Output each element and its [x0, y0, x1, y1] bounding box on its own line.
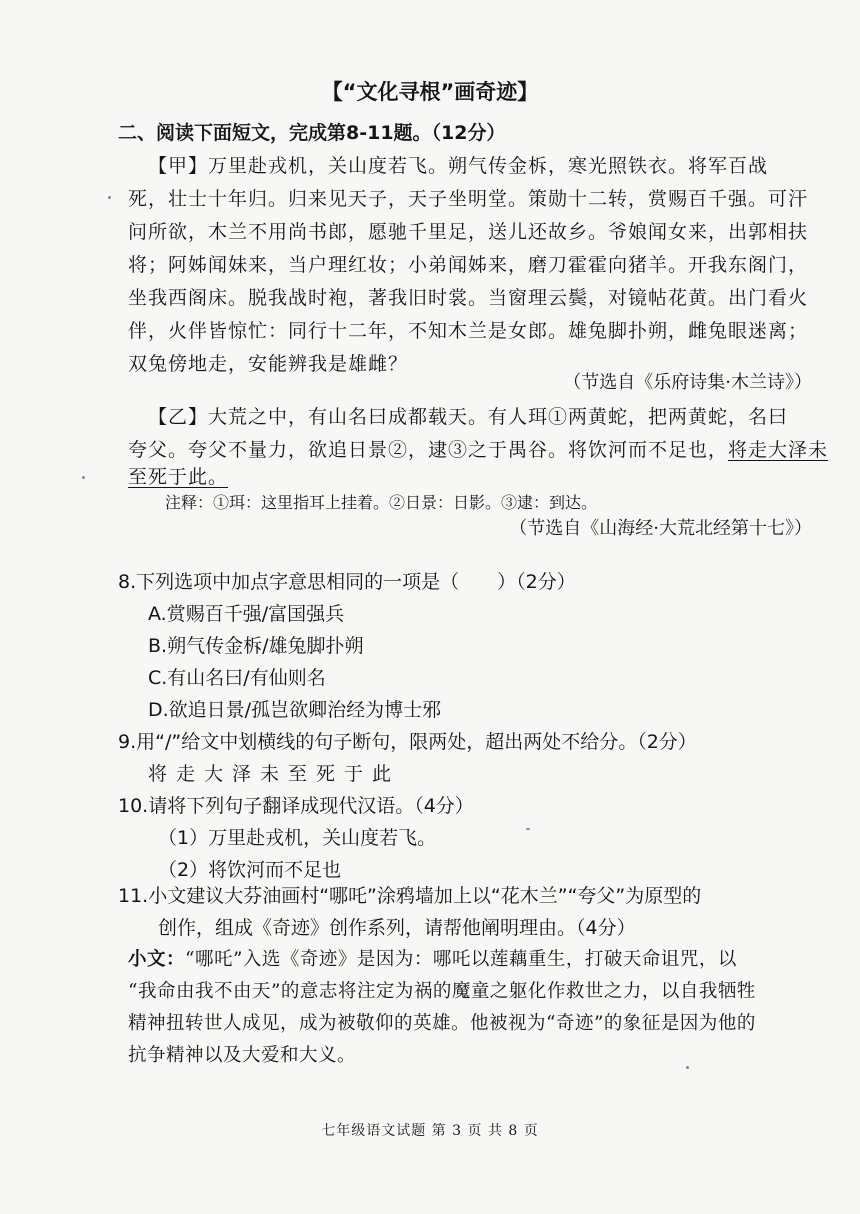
passage-jia-line-7: 双兔傍地走，安能辨我是雄雌？ — [128, 353, 409, 375]
question-11-stem-line-1: 11.小文建议大芬油画村“哪吒”涂鸦墙加上以“花木兰”“夸父”为原型的 — [118, 885, 702, 907]
passage-jia-line-6: 伴，火伴皆惊忙：同行十二年，不知木兰是女郎。雄兔脚扑朔，雌兔眼迷离； — [128, 320, 809, 342]
scan-speck — [686, 1066, 689, 1069]
section-heading: 二、阅读下面短文，完成第8-11题。（12分） — [118, 122, 506, 144]
question-10-stem: 10.请将下列句子翻译成现代汉语。（4分） — [118, 795, 474, 817]
passage-yi-line-2 — [128, 435, 828, 462]
answer-line-1-text: “哪吒”入选《奇迹》是因为：哪吒以莲藕重生，打破天命诅咒，以 — [185, 949, 737, 970]
underlined-sentence-part-2: 至死于此。 — [128, 466, 229, 488]
passage-jia-line-3: 问所欲，木兰不用尚书郎，愿驰千里足，送儿还故乡。爷娘闻女来，出郭相扶 — [128, 221, 809, 243]
question-9-stem: 9.用“/”给文中划横线的句子断句，限两处，超出两处不给分。（2分） — [118, 731, 697, 753]
answer-label: 小文： — [128, 949, 186, 970]
scan-speck — [108, 196, 111, 199]
passage-yi-notes: 注释：①珥：这里指耳上挂着。②日景：日影。③逮：到达。 — [165, 493, 598, 512]
question-8-option-b: B.朔气传金柝/雄兔脚扑朔 — [148, 635, 364, 657]
answer-line-4: 抗争精神以及大爱和大义。 — [128, 1045, 357, 1066]
passage-jia-source: （节选自《乐府诗集·木兰诗》） — [563, 372, 812, 393]
question-11-stem-line-2: 创作，组成《奇迹》创作系列，请帮他阐明理由。（4分） — [158, 917, 636, 939]
scan-speck — [526, 828, 530, 830]
passage-jia-line-2: 死，壮士十年归。归来见天子，天子坐明堂。策勋十二转，赏赐百千强。可汗 — [128, 188, 809, 210]
passage-jia-line-5: 坐我西阁床。脱我战时袍，著我旧时裳。当窗理云鬓，对镜帖花黄。出门看火 — [128, 287, 809, 309]
question-10-item-2: （2）将饮河而不足也 — [158, 859, 342, 881]
passage-jia-line-1: 【甲】万里赴戎机，关山度若飞。朔气传金柝，寒光照铁衣。将军百战 — [148, 155, 769, 177]
passage-yi-line-2-text: 夸父。夸父不量力，欲追日景②，逮③之于禺谷。将饮河而不足也， — [128, 439, 729, 461]
page-footer: 七年级语文试题 第 3 页 共 8 页 — [321, 1123, 539, 1139]
question-8-option-d: D.欲追日景/孤岂欲卿治经为博士邪 — [148, 699, 442, 721]
question-9-sentence: 将走大泽未至死于此 — [148, 763, 401, 785]
answer-line-3: 精神扭转世人成见，成为被敬仰的英雄。他被视为“奇迹”的象征是因为他的 — [128, 1013, 756, 1034]
question-8-option-c: C.有山名曰/有仙则名 — [148, 667, 326, 689]
underlined-sentence-part-1: 将走大泽未 — [728, 439, 829, 461]
page-title: 【“文化寻根”画奇迹】 — [321, 80, 539, 104]
passage-yi-line-1: 【乙】大荒之中，有山名曰成都载天。有人珥①两黄蛇，把两黄蛇，名曰 — [148, 406, 789, 428]
passage-jia-line-4: 将；阿姊闻妹来，当户理红妆；小弟闻姊来，磨刀霍霍向猪羊。开我东阁门， — [128, 254, 809, 276]
scan-speck — [82, 476, 85, 479]
answer-line-1 — [128, 945, 737, 971]
passage-yi-source: （节选自《山海经·大荒北经第十七》） — [509, 518, 812, 539]
question-10-item-1: （1）万里赴戎机，关山度若飞。 — [158, 827, 437, 849]
passage-yi-line-3 — [128, 462, 228, 489]
answer-line-2: “我命由我不由天”的意志将注定为祸的魔童之躯化作救世之力，以自我牺牲 — [128, 981, 756, 1002]
question-8-stem: 8.下列选项中加点字意思相同的一项是（ ）（2分） — [118, 571, 576, 593]
question-8-option-a: A.赏赐百千强/富国强兵 — [148, 603, 345, 625]
